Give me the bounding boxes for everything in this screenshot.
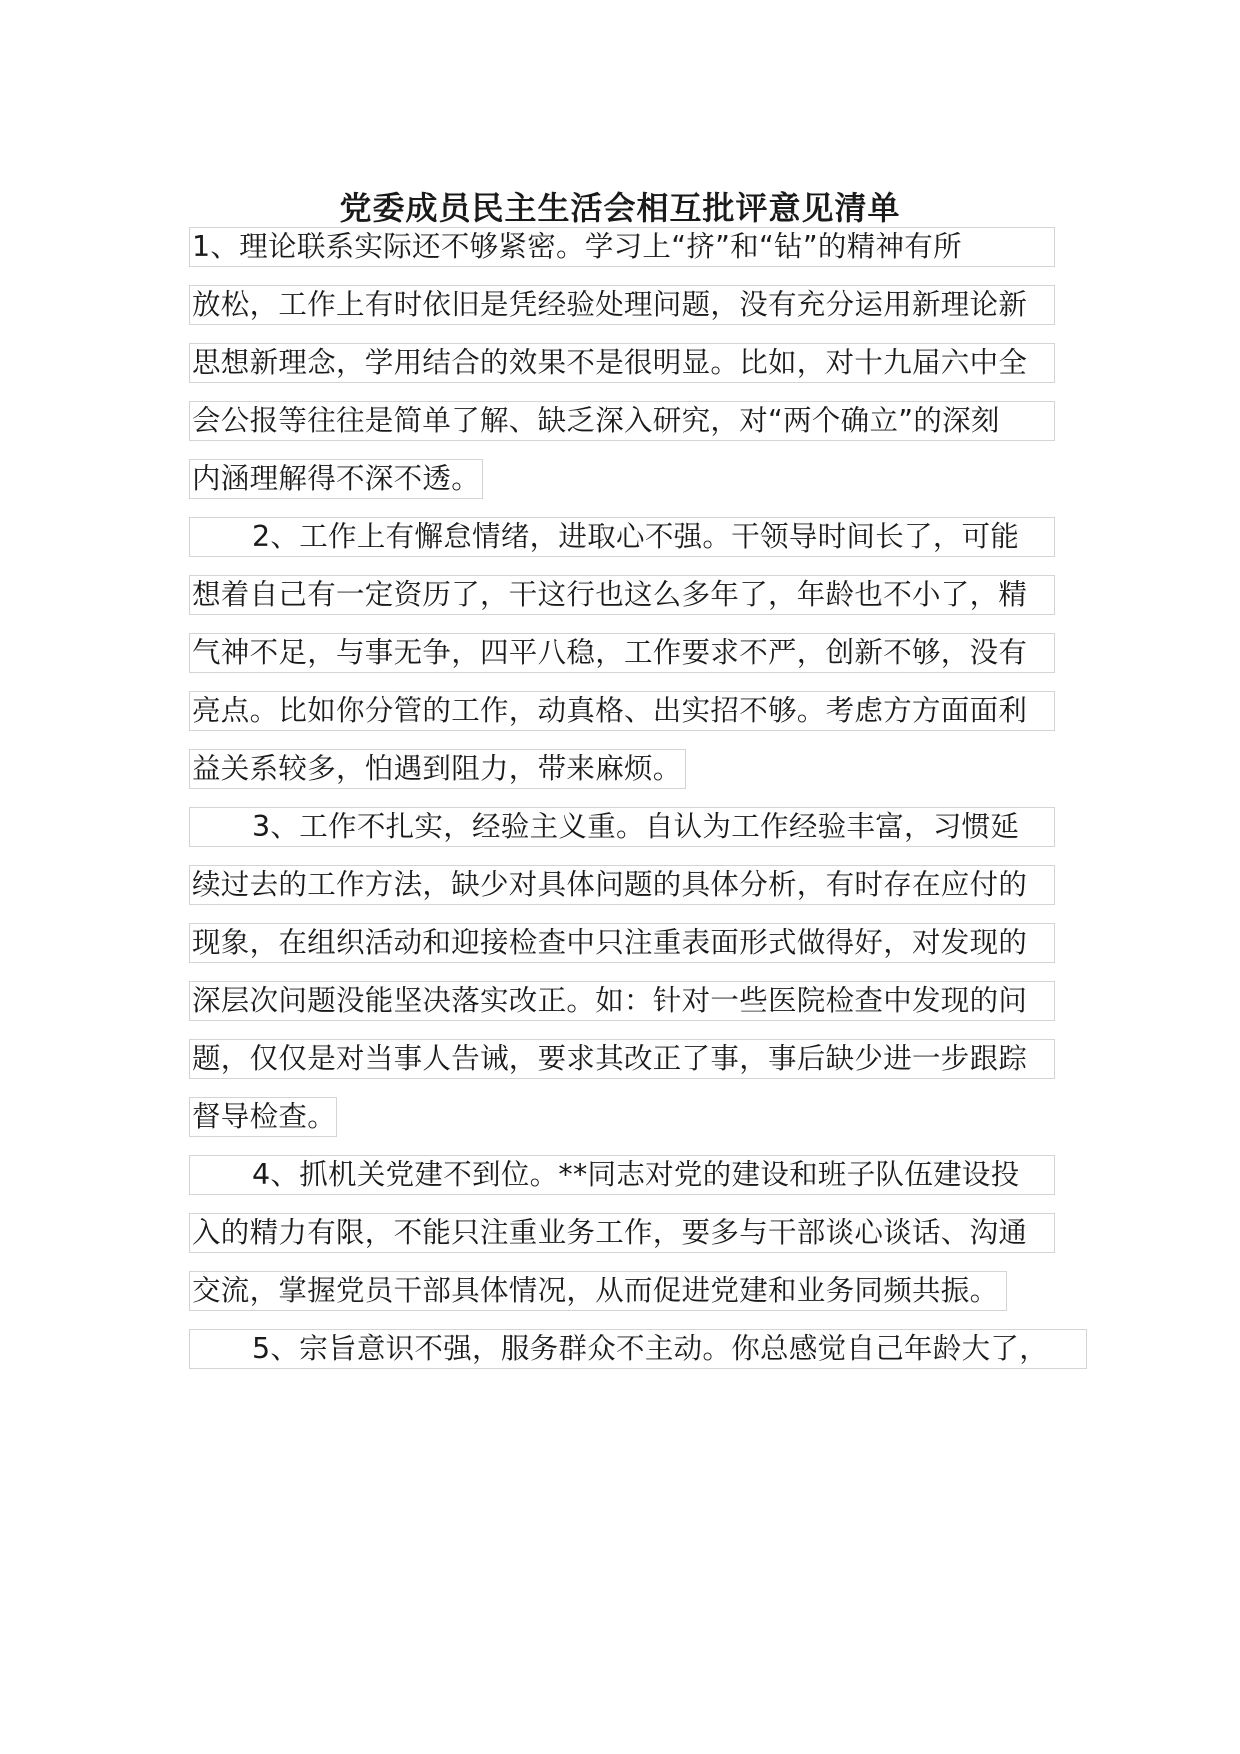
paragraph-2-line-1: 2、工作上有懈怠情绪，进取心不强。干领导时间长了，可能 [189,517,1055,557]
paragraph-3-line-6: 督导检查。 [189,1097,337,1137]
paragraph-1-line-3: 思想新理念，学用结合的效果不是很明显。比如，对十九届六中全 [189,343,1055,383]
paragraph-1-line-2: 放松，工作上有时依旧是凭经验处理问题，没有充分运用新理论新 [189,285,1055,325]
paragraph-2-line-4: 亮点。比如你分管的工作，动真格、出实招不够。考虑方方面面利 [189,691,1055,731]
paragraph-4-line-3: 交流，掌握党员干部具体情况，从而促进党建和业务同频共振。 [189,1271,1007,1311]
paragraph-5-line-1: 5、宗旨意识不强，服务群众不主动。你总感觉自己年龄大了， [189,1329,1087,1369]
paragraph-4-line-2: 入的精力有限，不能只注重业务工作，要多与干部谈心谈话、沟通 [189,1213,1055,1253]
paragraph-1-line-5: 内涵理解得不深不透。 [189,459,483,499]
paragraph-1-line-4: 会公报等往往是简单了解、缺乏深入研究，对“两个确立”的深刻 [189,401,1055,441]
document-title: 党委成员民主生活会相互批评意见清单 [339,189,901,227]
paragraph-4-line-1: 4、抓机关党建不到位。**同志对党的建设和班子队伍建设投 [189,1155,1055,1195]
paragraph-3-line-1: 3、工作不扎实，经验主义重。自认为工作经验丰富，习惯延 [189,807,1055,847]
paragraph-3-line-4: 深层次问题没能坚决落实改正。如：针对一些医院检查中发现的问 [189,981,1055,1021]
paragraph-2-line-3: 气神不足，与事无争，四平八稳，工作要求不严，创新不够，没有 [189,633,1055,673]
paragraph-1-line-1: 1、理论联系实际还不够紧密。学习上“挤”和“钻”的精神有所 [189,227,1055,267]
paragraph-3-line-3: 现象，在组织活动和迎接检查中只注重表面形式做得好，对发现的 [189,923,1055,963]
paragraph-3-line-5: 题，仅仅是对当事人告诫，要求其改正了事，事后缺少进一步跟踪 [189,1039,1055,1079]
paragraph-3-line-2: 续过去的工作方法，缺少对具体问题的具体分析，有时存在应付的 [189,865,1055,905]
paragraph-2-line-2: 想着自己有一定资历了，干这行也这么多年了，年龄也不小了，精 [189,575,1055,615]
paragraph-2-line-5: 益关系较多，怕遇到阻力，带来麻烦。 [189,749,686,789]
